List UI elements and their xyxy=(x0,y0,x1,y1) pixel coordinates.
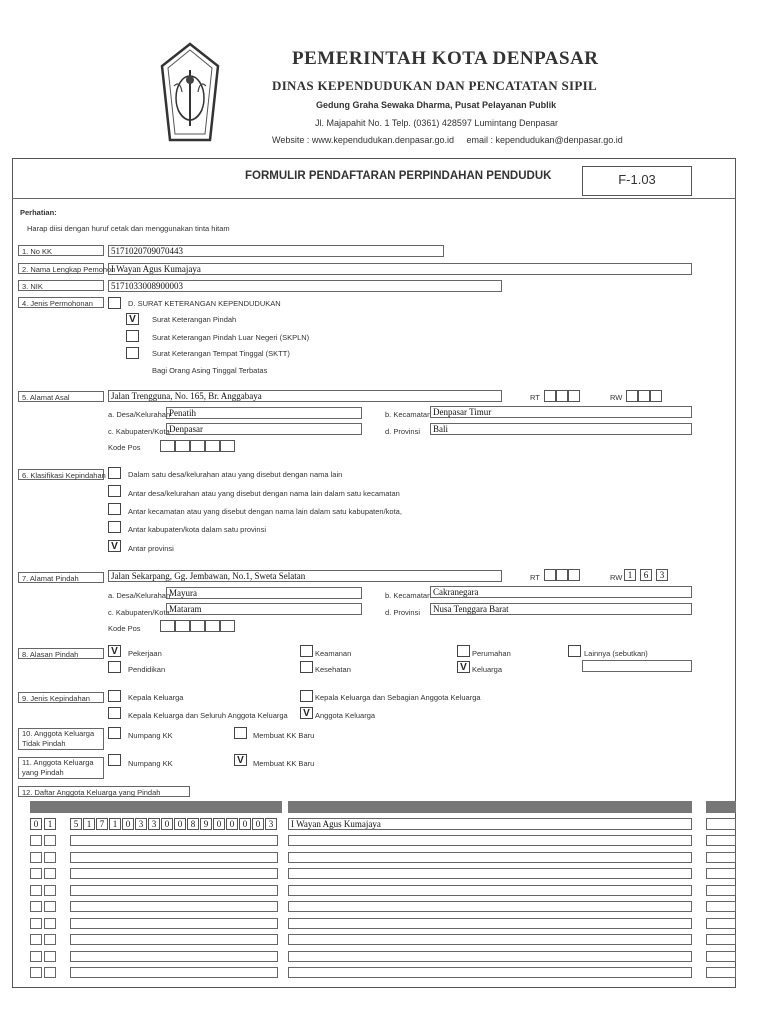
rw-label: RW xyxy=(610,393,623,402)
asal-kodepos-label: Kode Pos xyxy=(108,443,141,452)
table-cell[interactable] xyxy=(706,885,736,896)
alamat-asal-label: 5. Alamat Asal xyxy=(18,391,104,402)
skp-header: D. SURAT KETERANGAN KEPENDUDUKAN xyxy=(128,299,281,308)
no-kk-field[interactable]: 5171020709070443 xyxy=(108,245,444,257)
table-cell[interactable] xyxy=(288,901,692,912)
table-cell[interactable] xyxy=(30,951,42,962)
table-cell[interactable] xyxy=(70,901,278,912)
rt-digit[interactable] xyxy=(544,569,556,581)
table-cell[interactable] xyxy=(30,918,42,929)
alamat-pindah-field[interactable]: Jalan Sekarpang, Gg. Jembawan, No.1, Sweta Selatan xyxy=(108,570,502,582)
asal-kec-label: b. Kecamatan xyxy=(385,410,432,419)
alasan-option-label: Kesehatan xyxy=(315,665,351,674)
klasifikasi-option-label: Antar desa/kelurahan atau yang disebut dengan nama lain dalam satu kecamatan xyxy=(128,489,400,498)
alasan-option-label: Lainnya (sebutkan) xyxy=(584,649,648,658)
table-header-shdk xyxy=(706,801,736,813)
pindah-prov-label: d. Provinsi xyxy=(385,608,421,617)
alasan-option-label: Pendidikan xyxy=(128,665,166,674)
table-cell[interactable] xyxy=(30,967,42,978)
jenis-kepindahan-checkbox[interactable] xyxy=(108,690,121,702)
kodepos-digit[interactable] xyxy=(175,620,190,632)
rt-digit[interactable] xyxy=(556,390,568,402)
klasifikasi-option-label: Antar provinsi xyxy=(128,544,174,553)
tidak-pindah-numpang-label: Numpang KK xyxy=(128,731,173,740)
nik-digit[interactable]: 3 xyxy=(148,818,160,830)
pindah-prov-field[interactable]: Nusa Tenggara Barat xyxy=(430,603,692,615)
table-cell[interactable] xyxy=(44,835,56,846)
klasifikasi-option-label: Dalam satu desa/kelurahan atau yang disebut dengan nama lain xyxy=(128,470,343,479)
rw-digit[interactable] xyxy=(638,390,650,402)
table-cell[interactable] xyxy=(44,868,56,879)
tidak-pindah-membuat-checkbox[interactable] xyxy=(234,727,247,739)
klasifikasi-label: 6. Klasifikasi Kepindahan xyxy=(18,469,104,480)
alasan-option-label: Pekerjaan xyxy=(128,649,162,658)
table-cell[interactable] xyxy=(30,934,42,945)
nik-digit[interactable]: 8 xyxy=(187,818,199,830)
table-cell[interactable] xyxy=(706,901,736,912)
alamat-asal-field[interactable]: Jalan Trengguna, No. 165, Br. Anggabaya xyxy=(108,390,502,402)
alasan-option-label: Perumahan xyxy=(472,649,511,658)
nama-field[interactable]: I Wayan Agus Kumajaya xyxy=(108,263,692,275)
member-shdk-field[interactable] xyxy=(706,818,736,830)
table-cell[interactable] xyxy=(70,918,278,929)
table-cell[interactable] xyxy=(288,868,692,879)
table-cell[interactable] xyxy=(70,934,278,945)
pindah-kab-label: c. Kabupaten/Kota xyxy=(108,608,170,617)
table-cell[interactable] xyxy=(70,852,278,863)
alasan-checkbox[interactable]: V xyxy=(108,645,121,657)
asal-prov-field[interactable]: Bali xyxy=(430,423,692,435)
asal-kec-field[interactable]: Denpasar Timur xyxy=(430,406,692,418)
skp-option-checkbox[interactable]: V xyxy=(126,313,139,325)
table-header-nik xyxy=(30,801,282,813)
kodepos-digit[interactable] xyxy=(205,440,220,452)
rw-digit[interactable]: 1 xyxy=(624,569,636,581)
alasan-checkbox[interactable] xyxy=(300,645,313,657)
rw-digit[interactable]: 6 xyxy=(640,569,652,581)
nik-label: 3. NIK xyxy=(18,280,104,291)
note-text: Harap diisi dengan huruf cetak dan menggunakan tinta hitam xyxy=(27,224,230,233)
nik-digit[interactable]: 7 xyxy=(96,818,108,830)
table-cell[interactable] xyxy=(288,885,692,896)
tidak-pindah-membuat-label: Membuat KK Baru xyxy=(253,731,315,740)
pindah-kec-label: b. Kecamatan xyxy=(385,591,432,600)
header-agency: DINAS KEPENDUDUKAN DAN PENCATATAN SIPIL xyxy=(272,78,597,93)
kodepos-digit[interactable] xyxy=(160,440,175,452)
table-cell[interactable] xyxy=(44,951,56,962)
pindah-kab-field[interactable]: Mataram xyxy=(166,603,362,615)
alasan-checkbox[interactable] xyxy=(300,661,313,673)
asal-desa-field[interactable]: Penatih xyxy=(166,407,362,419)
nik-digit[interactable]: 0 xyxy=(161,818,173,830)
table-header-nama xyxy=(288,801,692,813)
table-cell[interactable] xyxy=(30,868,42,879)
yang-pindah-label: 11. Anggota Keluarga yang Pindah xyxy=(18,757,104,779)
table-cell[interactable] xyxy=(44,852,56,863)
asal-kab-field[interactable]: Denpasar xyxy=(166,423,362,435)
nik-digit[interactable]: 5 xyxy=(70,818,82,830)
table-cell[interactable] xyxy=(70,835,278,846)
table-cell[interactable] xyxy=(706,918,736,929)
skp-option-checkbox[interactable] xyxy=(126,347,139,359)
jenis-kepindahan-option-label: Kepala Keluarga xyxy=(128,693,184,702)
kodepos-digit[interactable] xyxy=(160,620,175,632)
jenis-kepindahan-checkbox[interactable]: V xyxy=(300,707,313,719)
klasifikasi-checkbox[interactable]: V xyxy=(108,540,121,552)
nik-digit[interactable]: 0 xyxy=(174,818,186,830)
table-cell[interactable] xyxy=(30,901,42,912)
nik-digit[interactable]: 3 xyxy=(265,818,277,830)
kodepos-digit[interactable] xyxy=(220,440,235,452)
yang-pindah-membuat-checkbox[interactable]: V xyxy=(234,754,247,766)
table-cell[interactable] xyxy=(288,852,692,863)
klasifikasi-option-label: Antar kabupaten/kota dalam satu provinsi xyxy=(128,525,266,534)
table-cell[interactable] xyxy=(288,918,692,929)
table-cell[interactable] xyxy=(44,885,56,896)
jenis-kepindahan-checkbox[interactable] xyxy=(300,690,313,702)
asal-desa-label: a. Desa/Kelurahan xyxy=(108,410,171,419)
rw-digit[interactable] xyxy=(650,390,662,402)
rt-label: RT xyxy=(530,393,540,402)
tidak-pindah-label: 10. Anggota Keluarga Tidak Pindah xyxy=(18,728,104,750)
pindah-desa-field[interactable]: Mayura xyxy=(166,587,362,599)
skp-option-label: Surat Keterangan Pindah Luar Negeri (SKPLN) xyxy=(152,333,310,342)
alasan-lainnya-field[interactable] xyxy=(582,660,692,672)
jenis-kepindahan-label: 9. Jenis Kepindahan xyxy=(18,692,104,703)
table-cell[interactable] xyxy=(288,934,692,945)
rt-digit[interactable] xyxy=(568,390,580,402)
yang-pindah-numpang-label: Numpang KK xyxy=(128,759,173,768)
kodepos-digit[interactable] xyxy=(220,620,235,632)
alasan-checkbox[interactable]: V xyxy=(457,661,470,673)
table-cell[interactable] xyxy=(706,934,736,945)
table-cell[interactable] xyxy=(44,967,56,978)
table-cell[interactable] xyxy=(44,901,56,912)
pindah-rw-label: RW xyxy=(610,573,623,582)
klasifikasi-checkbox[interactable] xyxy=(108,521,121,533)
nik-digit[interactable]: 0 xyxy=(239,818,251,830)
table-cell[interactable] xyxy=(288,951,692,962)
table-cell[interactable] xyxy=(706,835,736,846)
nik-digit[interactable]: 1 xyxy=(109,818,121,830)
header-contact: Website : www.kependudukan.denpasar.go.id email : kependudukan@denpasar.go.id xyxy=(272,135,623,145)
header-building: Gedung Graha Sewaka Dharma, Pusat Pelayanan Publik xyxy=(316,100,557,110)
alamat-pindah-label: 7. Alamat Pindah xyxy=(18,572,104,583)
alasan-checkbox[interactable] xyxy=(568,645,581,657)
table-cell[interactable] xyxy=(70,868,278,879)
kodepos-digit[interactable] xyxy=(190,620,205,632)
nik-digit[interactable]: 0 xyxy=(226,818,238,830)
member-nama-field[interactable]: I Wayan Agus Kumajaya xyxy=(288,818,692,830)
kodepos-digit[interactable] xyxy=(190,440,205,452)
table-cell[interactable] xyxy=(706,967,736,978)
pindah-kodepos-label: Kode Pos xyxy=(108,624,141,633)
rt-digit[interactable] xyxy=(556,569,568,581)
form-code: F-1.03 xyxy=(582,166,692,196)
klasifikasi-checkbox[interactable] xyxy=(108,467,121,479)
table-cell[interactable] xyxy=(44,918,56,929)
nik-digit[interactable]: 0 xyxy=(122,818,134,830)
kodepos-digit[interactable] xyxy=(205,620,220,632)
pindah-kec-field[interactable]: Cakranegara xyxy=(430,586,692,598)
nik-digit[interactable]: 0 xyxy=(213,818,225,830)
table-cell[interactable] xyxy=(706,852,736,863)
member-no-digit[interactable]: 1 xyxy=(44,818,56,830)
klasifikasi-checkbox[interactable] xyxy=(108,503,121,515)
table-cell[interactable] xyxy=(44,934,56,945)
table-cell[interactable] xyxy=(30,852,42,863)
header-title: PEMERINTAH KOTA DENPASAR xyxy=(292,48,599,69)
jenis-kepindahan-option-label: Kepala Keluarga dan Sebagian Anggota Keluarga xyxy=(315,693,481,702)
denpasar-crest-icon xyxy=(158,40,222,148)
tidak-pindah-numpang-checkbox[interactable] xyxy=(108,727,121,739)
kodepos-digit[interactable] xyxy=(175,440,190,452)
asal-kab-label: c. Kabupaten/Kota xyxy=(108,427,170,436)
note-title: Perhatian: xyxy=(20,208,57,217)
asal-prov-label: d. Provinsi xyxy=(385,427,421,436)
table-cell[interactable] xyxy=(288,835,692,846)
daftar-label: 12. Daftar Anggota Keluarga yang Pindah xyxy=(18,786,190,797)
header-address: Jl. Majapahit No. 1 Telp. (0361) 428597 Lumintang Denpasar xyxy=(315,118,558,128)
yang-pindah-membuat-label: Membuat KK Baru xyxy=(253,759,315,768)
skp-option-label: Surat Keterangan Pindah xyxy=(152,315,237,324)
table-cell[interactable] xyxy=(70,885,278,896)
skp-note: Bagi Orang Asing Tinggal Terbatas xyxy=(152,366,268,375)
alasan-checkbox[interactable] xyxy=(108,661,121,673)
pindah-rt-label: RT xyxy=(530,573,540,582)
jenis-permohonan-label: 4. Jenis Permohonan xyxy=(18,297,104,308)
table-cell[interactable] xyxy=(30,835,42,846)
skp-option-label: Surat Keterangan Tempat Tinggal (SKTT) xyxy=(152,349,290,358)
nik-digit[interactable]: 0 xyxy=(252,818,264,830)
jenis-kepindahan-option-label: Anggota Keluarga xyxy=(315,711,376,720)
rt-digit[interactable] xyxy=(544,390,556,402)
klasifikasi-checkbox[interactable] xyxy=(108,485,121,497)
form-title: FORMULIR PENDAFTARAN PERPINDAHAN PENDUDUK xyxy=(245,170,552,182)
alasan-option-label: Keamanan xyxy=(315,649,352,658)
nama-label: 2. Nama Lengkap Pemohon xyxy=(18,263,104,274)
skp-checkbox[interactable] xyxy=(108,297,121,309)
table-cell[interactable] xyxy=(70,967,278,978)
table-cell[interactable] xyxy=(706,951,736,962)
alasan-option-label: Keluarga xyxy=(472,665,503,674)
pindah-desa-label: a. Desa/Kelurahan xyxy=(108,591,171,600)
skp-option-checkbox[interactable] xyxy=(126,330,139,342)
rw-digit[interactable] xyxy=(626,390,638,402)
nik-digit[interactable]: 9 xyxy=(200,818,212,830)
nik-field[interactable]: 5171033008900003 xyxy=(108,280,502,292)
rt-digit[interactable] xyxy=(568,569,580,581)
alasan-label: 8. Alasan Pindah xyxy=(18,648,104,659)
jenis-kepindahan-option-label: Kepala Keluarga dan Seluruh Anggota Keluarga xyxy=(128,711,288,720)
table-cell[interactable] xyxy=(30,885,42,896)
alasan-checkbox[interactable] xyxy=(457,645,470,657)
yang-pindah-numpang-checkbox[interactable] xyxy=(108,754,121,766)
nik-digit[interactable]: 3 xyxy=(135,818,147,830)
table-cell[interactable] xyxy=(706,868,736,879)
no-kk-label: 1. No KK xyxy=(18,245,104,256)
table-cell[interactable] xyxy=(70,951,278,962)
nik-digit[interactable]: 1 xyxy=(83,818,95,830)
rw-digit[interactable]: 3 xyxy=(656,569,668,581)
jenis-kepindahan-checkbox[interactable] xyxy=(108,707,121,719)
table-cell[interactable] xyxy=(288,967,692,978)
klasifikasi-option-label: Antar kecamatan atau yang disebut dengan nama lain dalam satu kabupaten/kota, xyxy=(128,507,402,516)
member-no-digit[interactable]: 0 xyxy=(30,818,42,830)
